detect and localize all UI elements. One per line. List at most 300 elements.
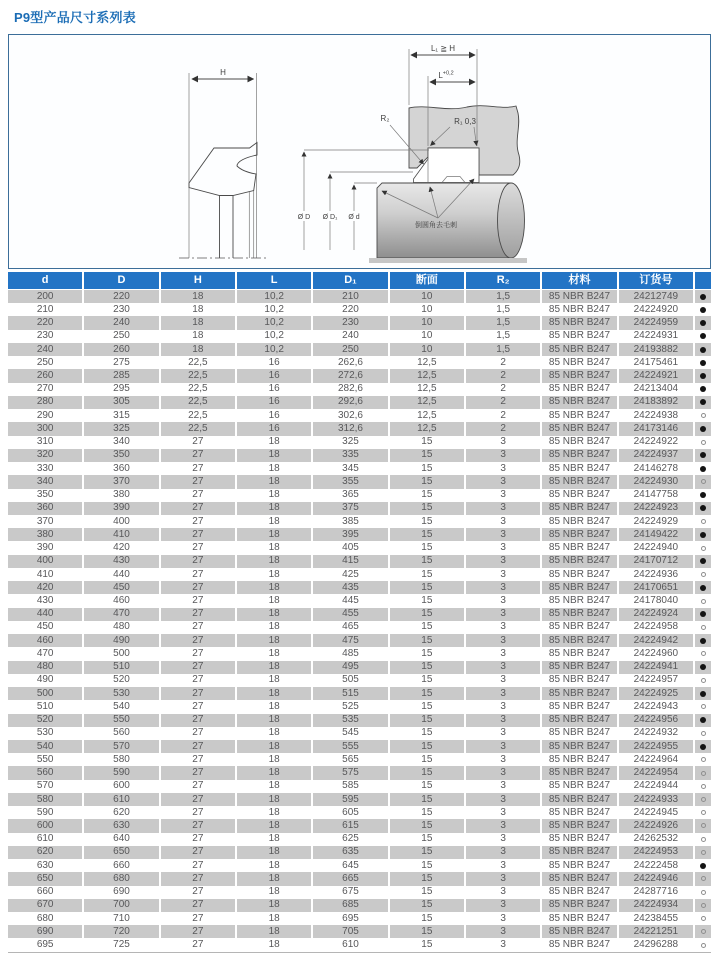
cell: 390 (8, 541, 82, 554)
cell: 705 (313, 925, 387, 938)
cell: 555 (313, 740, 387, 753)
cell: 15 (390, 528, 464, 541)
availability-cell (695, 806, 711, 819)
cell: 85 NBR B247 (542, 899, 616, 912)
open-dot-icon (701, 810, 706, 815)
filled-dot-icon (700, 717, 706, 723)
cell: 3 (466, 634, 540, 647)
cell: 85 NBR B247 (542, 528, 616, 541)
cell: 85 NBR B247 (542, 581, 616, 594)
open-dot-icon (701, 890, 706, 895)
cell: 380 (84, 489, 158, 502)
cell: 285 (84, 369, 158, 382)
cell: 15 (390, 727, 464, 740)
table-row (8, 806, 711, 819)
cell: 10 (390, 316, 464, 329)
cell: 630 (84, 819, 158, 832)
cell: 18 (237, 634, 311, 647)
table-row (8, 846, 711, 859)
cell: 3 (466, 594, 540, 607)
table-row (8, 330, 711, 343)
cell: 400 (8, 555, 82, 568)
availability-cell (695, 753, 711, 766)
table-row (8, 634, 711, 647)
cell: 27 (161, 449, 235, 462)
technical-diagram (8, 34, 711, 269)
cell: 18 (237, 515, 311, 528)
table-row (8, 369, 711, 382)
cell: 15 (390, 502, 464, 515)
availability-cell (695, 383, 711, 396)
cell: 560 (8, 766, 82, 779)
cell: 18 (237, 819, 311, 832)
cell: 390 (84, 502, 158, 515)
cell: 220 (313, 303, 387, 316)
cell: 690 (84, 886, 158, 899)
cell: 15 (390, 859, 464, 872)
cell: 27 (161, 674, 235, 687)
cell: 640 (84, 833, 158, 846)
cell: 580 (84, 753, 158, 766)
cell: 24178040 (619, 594, 693, 607)
cell: 15 (390, 449, 464, 462)
cell: 250 (84, 330, 158, 343)
cell: 16 (237, 396, 311, 409)
cell: 24224924 (619, 608, 693, 621)
cell: 85 NBR B247 (542, 608, 616, 621)
availability-cell (695, 422, 711, 435)
table-row (8, 899, 711, 912)
cell: 620 (8, 846, 82, 859)
table-body (8, 290, 711, 953)
cell: 1,5 (466, 303, 540, 316)
availability-cell (695, 343, 711, 356)
availability-cell (695, 661, 711, 674)
cell: 240 (8, 343, 82, 356)
cell: 282,6 (313, 383, 387, 396)
cell: 360 (84, 462, 158, 475)
cell: 85 NBR B247 (542, 846, 616, 859)
cell: 3 (466, 515, 540, 528)
cell: 18 (237, 528, 311, 541)
cell: 275 (84, 356, 158, 369)
cell: 18 (237, 793, 311, 806)
cell: 3 (466, 859, 540, 872)
filled-dot-icon (700, 320, 706, 326)
cell: 27 (161, 886, 235, 899)
filled-dot-icon (700, 386, 706, 392)
cell: 15 (390, 687, 464, 700)
cell: 85 NBR B247 (542, 422, 616, 435)
cell: 18 (237, 912, 311, 925)
cell: 230 (84, 303, 158, 316)
filled-dot-icon (700, 585, 706, 591)
cell: 645 (313, 859, 387, 872)
cell: 24224944 (619, 780, 693, 793)
cell: 230 (8, 330, 82, 343)
availability-cell (695, 846, 711, 859)
cell: 24296288 (619, 938, 693, 951)
cell: 680 (8, 912, 82, 925)
availability-cell (695, 303, 711, 316)
cell: 24193882 (619, 343, 693, 356)
cell: 15 (390, 700, 464, 713)
open-dot-icon (701, 943, 706, 948)
cell: 85 NBR B247 (542, 515, 616, 528)
cell: 10,2 (237, 316, 311, 329)
cell: 550 (84, 714, 158, 727)
availability-cell (695, 859, 711, 872)
filled-dot-icon (700, 307, 706, 313)
cell: 24224925 (619, 687, 693, 700)
cell: 475 (313, 634, 387, 647)
table-row (8, 475, 711, 488)
column-header-5: D₁ (313, 272, 387, 289)
availability-cell (695, 833, 711, 846)
cell: 3 (466, 714, 540, 727)
cell: 27 (161, 462, 235, 475)
cell: 85 NBR B247 (542, 700, 616, 713)
cell: 260 (84, 343, 158, 356)
open-dot-icon (701, 599, 706, 604)
availability-cell (695, 727, 711, 740)
cell: 3 (466, 819, 540, 832)
column-header-2: D (84, 272, 158, 289)
cell: 85 NBR B247 (542, 647, 616, 660)
cell: 85 NBR B247 (542, 303, 616, 316)
cell: 27 (161, 806, 235, 819)
cell: 27 (161, 833, 235, 846)
availability-cell (695, 290, 711, 303)
cell: 405 (313, 541, 387, 554)
cell: 3 (466, 938, 540, 951)
open-dot-icon (701, 440, 706, 445)
cell: 16 (237, 422, 311, 435)
cell: 660 (8, 886, 82, 899)
cell: 2 (466, 396, 540, 409)
open-dot-icon (701, 651, 706, 656)
cell: 345 (313, 462, 387, 475)
availability-cell (695, 687, 711, 700)
cell: 250 (313, 343, 387, 356)
table-row (8, 859, 711, 872)
availability-cell (695, 674, 711, 687)
cell: 3 (466, 528, 540, 541)
cell: 24224964 (619, 753, 693, 766)
cell: 15 (390, 819, 464, 832)
cell: 85 NBR B247 (542, 290, 616, 303)
cell: 610 (313, 938, 387, 951)
cell: 15 (390, 634, 464, 647)
cell: 10 (390, 303, 464, 316)
filled-dot-icon (700, 466, 706, 472)
cell: 15 (390, 938, 464, 951)
cell: 85 NBR B247 (542, 383, 616, 396)
l-dim-label: $L^{+0,2}$ (438, 70, 454, 80)
availability-cell (695, 793, 711, 806)
cell: 535 (313, 714, 387, 727)
cell: 85 NBR B247 (542, 356, 616, 369)
cell: 210 (313, 290, 387, 303)
cell: 360 (8, 502, 82, 515)
cell: 24224943 (619, 700, 693, 713)
table-row (8, 687, 711, 700)
cell: 24224922 (619, 436, 693, 449)
cell: 24262532 (619, 833, 693, 846)
open-dot-icon (701, 678, 706, 683)
cell: 16 (237, 383, 311, 396)
cell: 310 (8, 436, 82, 449)
availability-cell (695, 634, 711, 647)
cell: 24287716 (619, 886, 693, 899)
cell: 695 (8, 938, 82, 951)
cell: 18 (237, 594, 311, 607)
cell: 18 (161, 316, 235, 329)
installation-figure (294, 44, 527, 263)
cell: 27 (161, 541, 235, 554)
availability-cell (695, 356, 711, 369)
availability-cell (695, 528, 711, 541)
cell: 18 (237, 568, 311, 581)
cell: 85 NBR B247 (542, 594, 616, 607)
cell: 18 (237, 489, 311, 502)
r1-label: R₁ 0,3 (454, 117, 476, 126)
cell: 18 (237, 872, 311, 885)
cell: 3 (466, 555, 540, 568)
cell: 3 (466, 806, 540, 819)
table-row (8, 938, 711, 951)
cell: 18 (237, 833, 311, 846)
cell: 340 (84, 436, 158, 449)
cell: 3 (466, 886, 540, 899)
cell: 15 (390, 621, 464, 634)
cell: 15 (390, 886, 464, 899)
cell: 27 (161, 528, 235, 541)
table-row (8, 383, 711, 396)
availability-cell (695, 369, 711, 382)
open-dot-icon (701, 413, 706, 418)
cell: 24224931 (619, 330, 693, 343)
table-row (8, 396, 711, 409)
cell: 675 (313, 886, 387, 899)
cell: 590 (8, 806, 82, 819)
table-row (8, 462, 711, 475)
cell: 625 (313, 833, 387, 846)
cell: 3 (466, 872, 540, 885)
cell: 24238455 (619, 912, 693, 925)
cell: 565 (313, 753, 387, 766)
table-row (8, 753, 711, 766)
seal-cross-section (189, 143, 257, 196)
availability-cell (695, 541, 711, 554)
cell: 22,5 (161, 369, 235, 382)
cell: 22,5 (161, 422, 235, 435)
cell: 375 (313, 502, 387, 515)
cell: 335 (313, 449, 387, 462)
cell: 18 (237, 727, 311, 740)
cell: 420 (8, 581, 82, 594)
cell: 3 (466, 912, 540, 925)
cell: 410 (8, 568, 82, 581)
cell: 15 (390, 846, 464, 859)
cell: 18 (237, 859, 311, 872)
cell: 27 (161, 819, 235, 832)
cell: 85 NBR B247 (542, 661, 616, 674)
cell: 18 (237, 714, 311, 727)
filled-dot-icon (700, 744, 706, 750)
cell: 24173146 (619, 422, 693, 435)
availability-cell (695, 594, 711, 607)
cell: 3 (466, 661, 540, 674)
cell: 85 NBR B247 (542, 687, 616, 700)
table-row (8, 502, 711, 515)
cell: 510 (84, 661, 158, 674)
cell: 18 (161, 343, 235, 356)
cell: 320 (8, 449, 82, 462)
cell: 2 (466, 422, 540, 435)
cell: 18 (161, 330, 235, 343)
cell: 295 (84, 383, 158, 396)
cell: 24224920 (619, 303, 693, 316)
cell: 3 (466, 793, 540, 806)
cell: 505 (313, 674, 387, 687)
table-row (8, 674, 711, 687)
table-row (8, 740, 711, 753)
open-dot-icon (701, 916, 706, 921)
cell: 24224930 (619, 475, 693, 488)
cell: 365 (313, 489, 387, 502)
filled-dot-icon (700, 664, 706, 670)
r2-label: R₂ (380, 114, 390, 123)
table-row (8, 356, 711, 369)
filled-dot-icon (700, 492, 706, 498)
cell: 27 (161, 621, 235, 634)
cell: 410 (84, 528, 158, 541)
cell: 355 (313, 475, 387, 488)
cell: 16 (237, 369, 311, 382)
cell: 3 (466, 687, 540, 700)
cell: 710 (84, 912, 158, 925)
table-row (8, 886, 711, 899)
cell: 630 (8, 859, 82, 872)
cell: 500 (8, 687, 82, 700)
cell: 18 (237, 766, 311, 779)
cell: 24170712 (619, 555, 693, 568)
table-row (8, 316, 711, 329)
cell: 720 (84, 925, 158, 938)
cell: 12,5 (390, 396, 464, 409)
cell: 430 (8, 594, 82, 607)
cell: 24183892 (619, 396, 693, 409)
column-header-9: 订货号 (619, 272, 693, 289)
cell: 610 (84, 793, 158, 806)
availability-cell (695, 555, 711, 568)
cell: 15 (390, 475, 464, 488)
cell: 545 (313, 727, 387, 740)
cell: 460 (84, 594, 158, 607)
cell: 24147758 (619, 489, 693, 502)
column-header-10 (695, 272, 711, 289)
cell: 18 (237, 449, 311, 462)
availability-cell (695, 515, 711, 528)
table-row (8, 581, 711, 594)
cell: 85 NBR B247 (542, 489, 616, 502)
filled-dot-icon (700, 399, 706, 405)
cell: 27 (161, 859, 235, 872)
cell: 3 (466, 462, 540, 475)
table-header (8, 272, 711, 289)
open-dot-icon (701, 797, 706, 802)
cell: 27 (161, 687, 235, 700)
cell: 15 (390, 515, 464, 528)
cell: 24224941 (619, 661, 693, 674)
cell: 27 (161, 753, 235, 766)
cell: 85 NBR B247 (542, 819, 616, 832)
cell: 12,5 (390, 383, 464, 396)
cell: 24213404 (619, 383, 693, 396)
open-dot-icon (701, 546, 706, 551)
open-dot-icon (701, 784, 706, 789)
cell: 520 (8, 714, 82, 727)
cell: 27 (161, 793, 235, 806)
cell: 18 (237, 541, 311, 554)
availability-cell (695, 819, 711, 832)
open-dot-icon (701, 757, 706, 762)
cell: 3 (466, 647, 540, 660)
open-dot-icon (701, 837, 706, 842)
cell: 85 NBR B247 (542, 634, 616, 647)
cell: 2 (466, 369, 540, 382)
cell: 635 (313, 846, 387, 859)
cell: 27 (161, 661, 235, 674)
cell: 420 (84, 541, 158, 554)
cell: 18 (237, 806, 311, 819)
cell: 3 (466, 449, 540, 462)
cell: 3 (466, 833, 540, 846)
cell: 670 (8, 899, 82, 912)
cell: 27 (161, 925, 235, 938)
cell: 24224953 (619, 846, 693, 859)
column-header-7: R₂ (466, 272, 540, 289)
cell: 85 NBR B247 (542, 436, 616, 449)
availability-cell (695, 316, 711, 329)
cell: 85 NBR B247 (542, 912, 616, 925)
table-row (8, 833, 711, 846)
cell: 27 (161, 581, 235, 594)
open-dot-icon (701, 519, 706, 524)
cell: 250 (8, 356, 82, 369)
cell: 85 NBR B247 (542, 714, 616, 727)
open-dot-icon (701, 572, 706, 577)
cell: 370 (84, 475, 158, 488)
cell: 15 (390, 674, 464, 687)
cell: 580 (8, 793, 82, 806)
cell: 27 (161, 555, 235, 568)
cell: 24224955 (619, 740, 693, 753)
cell: 302,6 (313, 409, 387, 422)
cell: 440 (84, 568, 158, 581)
cell: 10,2 (237, 303, 311, 316)
cell: 2 (466, 409, 540, 422)
cell: 85 NBR B247 (542, 621, 616, 634)
cell: 24222458 (619, 859, 693, 872)
table-row (8, 449, 711, 462)
cell: 1,5 (466, 330, 540, 343)
cell: 495 (313, 661, 387, 674)
cell: 530 (8, 727, 82, 740)
cell: 10,2 (237, 343, 311, 356)
open-dot-icon (701, 903, 706, 908)
